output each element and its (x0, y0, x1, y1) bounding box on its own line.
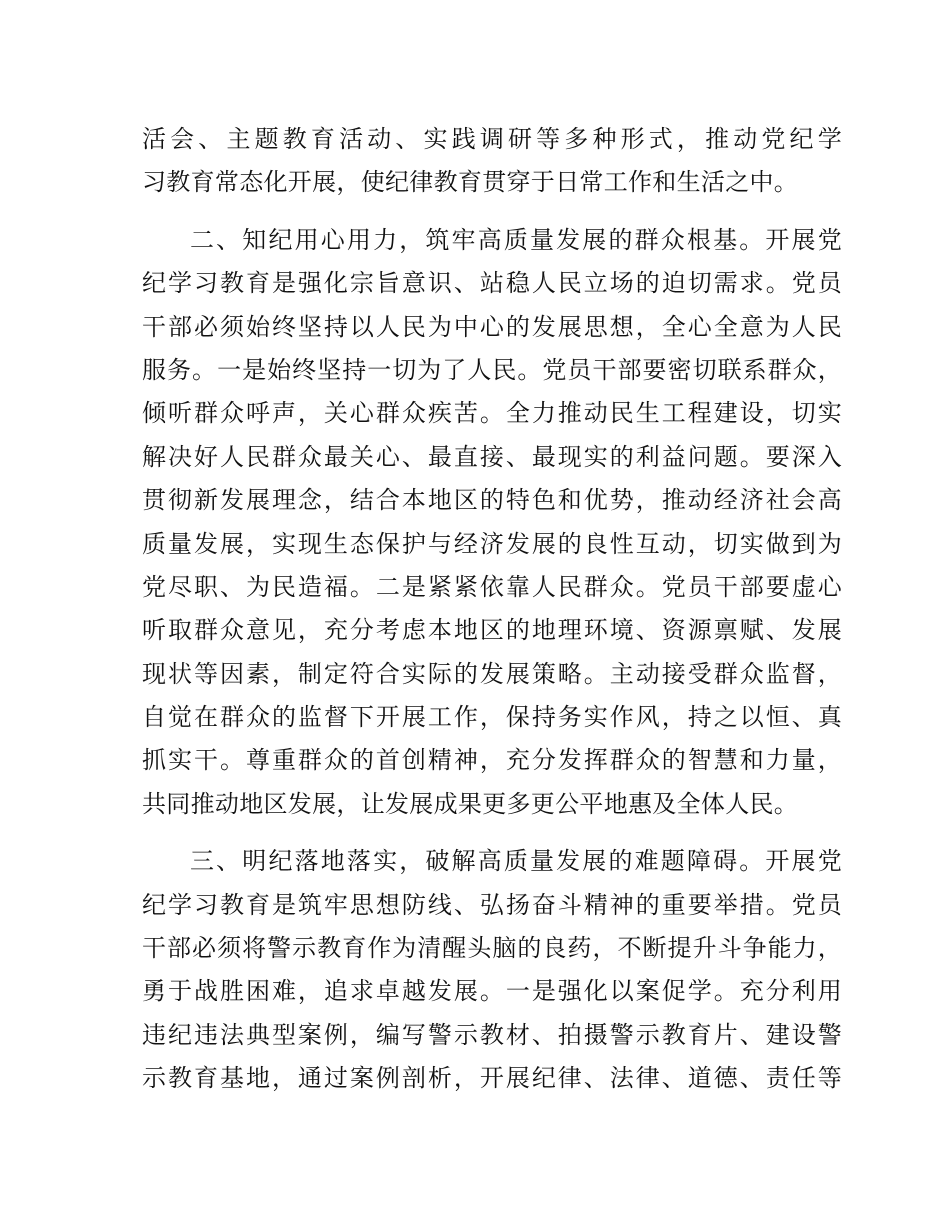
text-line: 服务。一是始终坚持一切为了人民。党员干部要密切联系群众， (142, 355, 842, 384)
text-line: 活会、主题教育活动、实践调研等多种形式，推动党纪学 (142, 125, 842, 153)
text-line: 质量发展，实现生态保护与经济发展的良性互动，切实做到为 (142, 529, 842, 558)
text-line: 现状等因素，制定符合实际的发展策略。主动接受群众监督， (142, 659, 842, 688)
text-line: 贯彻新发展理念，结合本地区的特色和优势，推动经济社会高 (142, 486, 842, 515)
text-line: 示教育基地，通过案例剖析，开展纪律、法律、道德、责任等 (142, 1064, 842, 1093)
paragraph-section-three (142, 840, 842, 1100)
text-line: 违纪违法典型案例，编写警示教材、拍摄警示教育片、建设警 (142, 1020, 842, 1049)
text-line: 党尽职、为民造福。二是紧紧依靠人民群众。党员干部要虚心 (142, 572, 842, 601)
text-line: 纪学习教育是筑牢思想防线、弘扬奋斗精神的重要举措。党员 (142, 890, 842, 919)
text-line: 三、明纪落地落实，破解高质量发展的难题障碍。开展党 (190, 847, 842, 876)
text-line: 抓实干。尊重群众的首创精神，充分发挥群众的智慧和力量， (142, 746, 842, 775)
text-line: 共同推动地区发展，让发展成果更多更公平地惠及全体人民。 (142, 789, 799, 818)
text-line: 纪学习教育是强化宗旨意识、站稳人民立场的迫切需求。党员 (142, 269, 842, 298)
text-line: 自觉在群众的监督下开展工作，保持务实作风，持之以恒、真 (142, 703, 842, 732)
text-line: 解决好人民群众最关心、最直接、最现实的利益问题。要深入 (142, 442, 842, 471)
paragraph-section-two (142, 219, 842, 826)
text-line: 习教育常态化开展，使纪律教育贯穿于日常工作和生活之中。 (142, 168, 799, 197)
paragraph-continued (142, 118, 842, 205)
text-line: 二、知纪用心用力，筑牢高质量发展的群众根基。开展党 (190, 225, 842, 254)
document-body (142, 118, 842, 1115)
text-line: 干部必须将警示教育作为清醒头脑的良药，不断提升斗争能力， (142, 934, 842, 963)
text-line: 干部必须始终坚持以人民为中心的发展思想，全心全意为人民 (142, 312, 842, 341)
text-line: 勇于战胜困难，追求卓越发展。一是强化以案促学。充分利用 (142, 977, 842, 1006)
text-line: 倾听群众呼声，关心群众疾苦。全力推动民生工程建设，切实 (142, 399, 842, 428)
text-line: 听取群众意见，充分考虑本地区的地理环境、资源禀赋、发展 (142, 616, 842, 645)
